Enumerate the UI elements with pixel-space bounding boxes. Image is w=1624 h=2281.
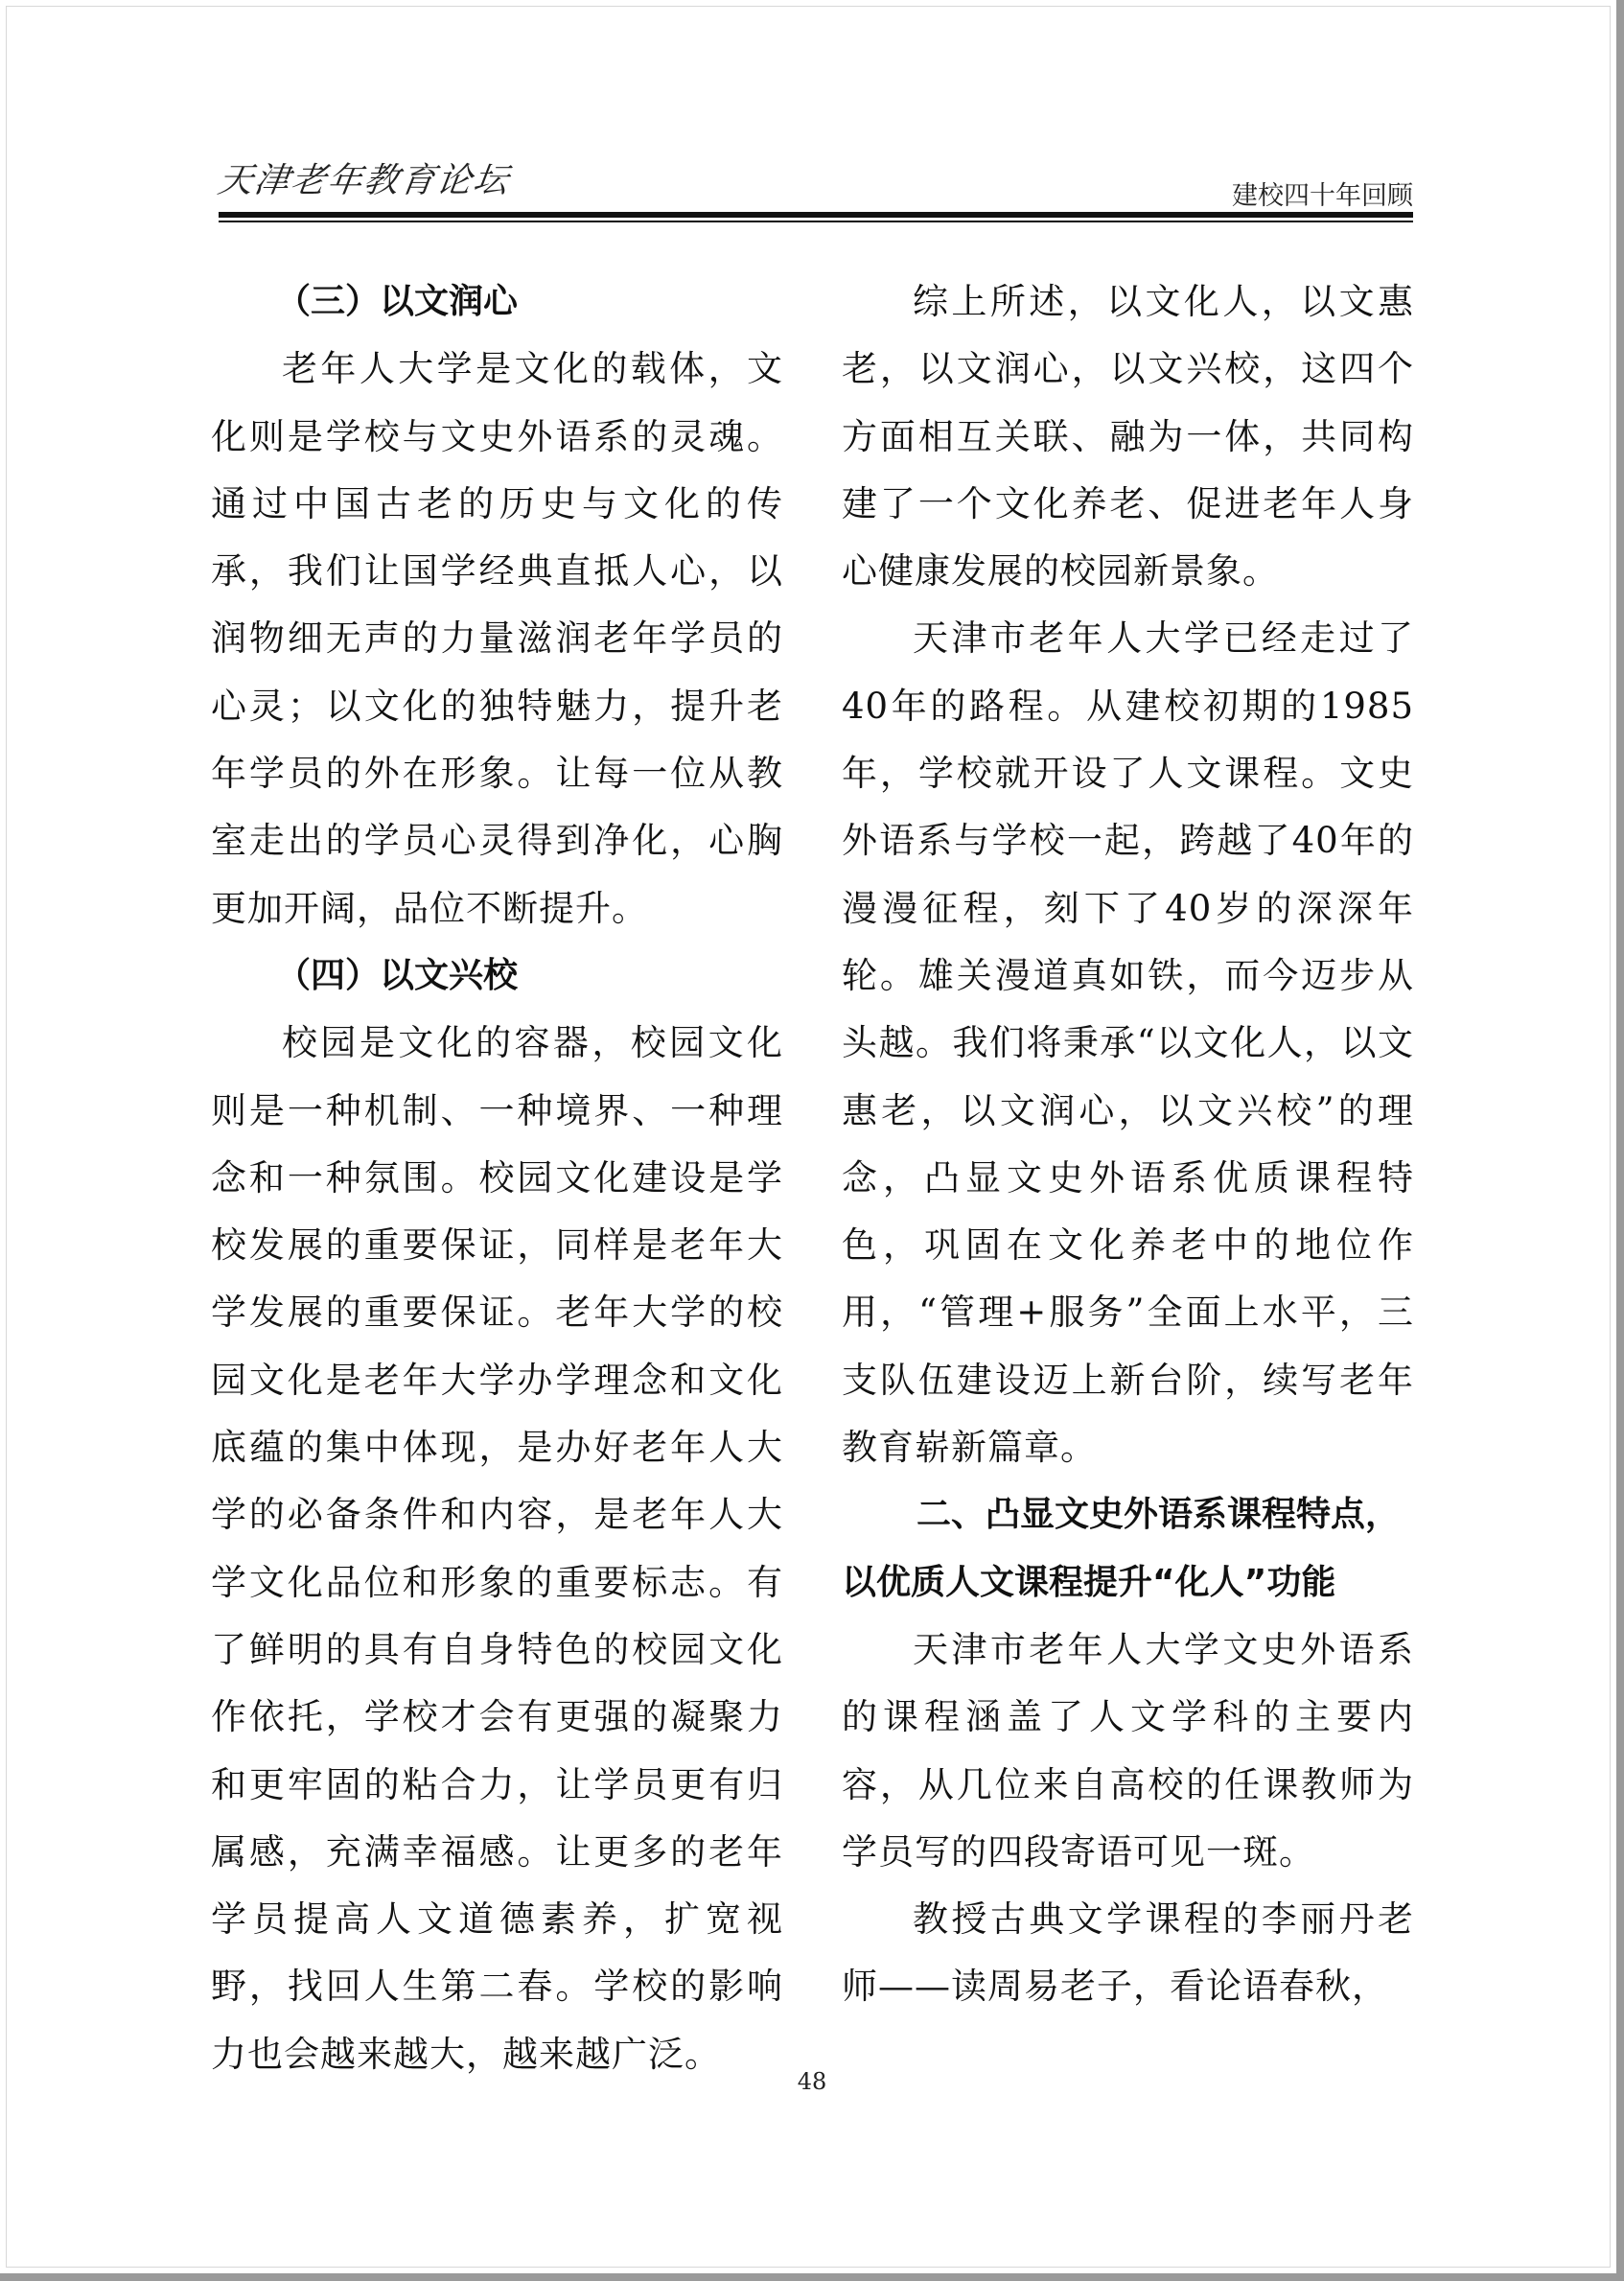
subheading-four: （四）以文兴校 — [276, 955, 519, 995]
section-title: 建校四十年回顾 — [1232, 181, 1413, 210]
header-rule-thin — [219, 221, 1413, 222]
header-rule-thick — [219, 212, 1413, 218]
section-heading-two — [842, 1481, 1414, 1617]
paragraph-culture-heart: 老年人大学是文化的载体，文化则是学校与文史外语系的灵魂。通过中国古老的历史与文化的传承，我们让国学经典直抵人心，以润物细无声的力量滋润老年学员的心灵；以文化的独特魅力，提升老年学员的外在形象。让每一位从教室走出的学员心灵得到净化，心胸更加开阔，品位不断提升。 — [211, 348, 783, 929]
left-column — [211, 268, 783, 2088]
subheading-three: （三）以文润心 — [276, 282, 519, 321]
paragraph-summary: 综上所述，以文化人，以文惠老，以文润心，以文兴校，这四个方面相互关联、融为一体，共同构建了一个文化养老、促进老年人身心健康发展的校园新景象。 — [842, 281, 1414, 593]
section-heading-line-2: 以优质人文课程提升“化人”功能 — [842, 1562, 1336, 1602]
paragraph-culture-school: 校园是文化的容器，校园文化则是一种机制、一种境界、一种理念和一种氛围。校园文化建设是学校发展的重要保证，同样是老年大学发展的重要保证。老年大学的校园文化是老年大学办学理念和文化底蕴的集中体现，是办好老年人大学的必备条件和内容，是老年人大学文化品位和形象的重要标志。有了鲜明的具有自身特色的校园文化作依托，学校才会有更强的凝聚力和更牢固的粘合力，让学员更有归属感，充满幸福感。让更多的老年学员提高人文道德素养，扩宽视野，找回人生第二春。学校的影响力也会越来越大，越来越广泛。 — [211, 1022, 783, 2075]
page-number: 48 — [797, 2068, 827, 2095]
paragraph-history: 天津市老年人大学已经走过了40年的路程。从建校初期的1985年，学校就开设了人文课程。文史外语系与学校一起，跨越了40年的漫漫征程，刻下了40岁的深深年轮。雄关漫道真如铁，而今迈步从头越。我们将秉承“以文化人，以文惠老，以文润心，以文兴校”的理念，凸显文史外语系优质课程特色，巩固在文化养老中的地位作用，“管理+服务”全面上水平，三支队伍建设迈上新台阶，续写老年教育崭新篇章。 — [842, 617, 1414, 1469]
journal-logo: 天津老年教育论坛 — [215, 161, 513, 200]
paragraph-courses: 天津市老年人大学文史外语系的课程涵盖了人文学科的主要内容，从几位来自高校的任课教师为学员写的四段寄语可见一斑。 — [842, 1628, 1414, 1873]
right-column — [842, 268, 1414, 2021]
paragraph-teacher: 教授古典文学课程的李丽丹老师——读周易老子，看论语春秋， — [842, 1898, 1414, 2008]
section-heading-line-1: 二、凸显文史外语系课程特点， — [916, 1495, 1401, 1535]
